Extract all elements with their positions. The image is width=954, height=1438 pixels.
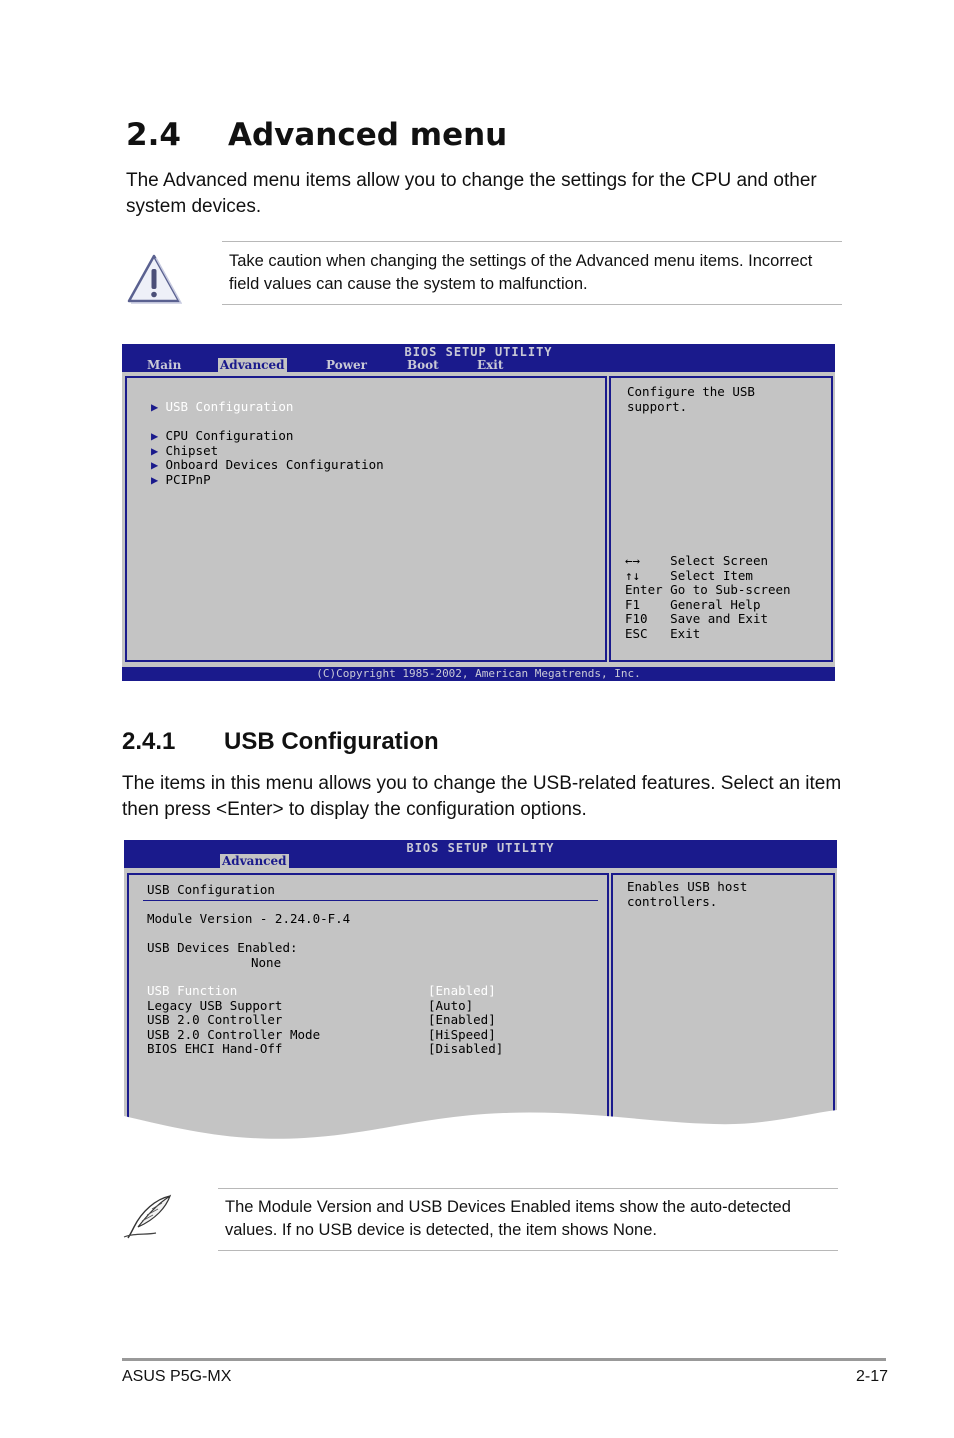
bios-menu-item-usb[interactable]: ▶ USB Configuration — [151, 399, 294, 414]
warning-icon — [126, 253, 182, 305]
torn-edge — [124, 1108, 837, 1145]
bios-title: BIOS SETUP UTILITY — [404, 345, 553, 359]
bios-key-row: F10 Save and Exit — [625, 611, 768, 626]
bios-footer-bar — [122, 667, 835, 681]
heading-divider — [143, 900, 598, 901]
submenu-arrow-icon: ▶ — [151, 400, 166, 414]
bios-help-line: controllers. — [627, 893, 718, 909]
bios-menu-bar — [122, 344, 835, 372]
bios-menu-item-chipset[interactable]: ▶ Chipset — [151, 442, 219, 458]
submenu-arrow-icon: ▶ — [151, 458, 166, 472]
setting-ehci-handoff[interactable]: BIOS EHCI Hand-Off — [147, 1041, 283, 1056]
submenu-arrow-icon: ▶ — [151, 429, 166, 443]
bios-key-row: F1 General Help — [625, 596, 761, 612]
footer-page-number: 2-17 — [855, 1368, 888, 1385]
bios-menu-item-pcipnp[interactable]: ▶ PCIPnP — [151, 471, 211, 487]
bios-key-row: ESC Exit — [625, 625, 701, 641]
setting-usb2-mode[interactable]: USB 2.0 Controller Mode — [147, 1026, 321, 1042]
submenu-arrow-icon: ▶ — [151, 472, 166, 487]
bios-advanced-screen — [122, 344, 835, 681]
footer-product: ASUS P5G-MX — [122, 1368, 232, 1385]
setting-usb2-mode-value[interactable]: [HiSpeed] — [428, 1026, 496, 1042]
bios-key-row: ↑↓ Select Item — [625, 567, 753, 583]
setting-usb2-controller[interactable]: USB 2.0 Controller — [147, 1012, 283, 1027]
bios-menu-item-onboard[interactable]: ▶ Onboard Devices Configuration — [151, 457, 384, 472]
caution-top-rule — [222, 241, 842, 242]
bios-tab-advanced[interactable]: Advanced — [222, 854, 287, 868]
usb-config-heading: USB Configuration — [147, 882, 275, 897]
bios-help-line: Enables USB host — [627, 879, 748, 894]
bios-key-row: ←→ Select Screen — [625, 553, 769, 568]
usb-devices-value: None — [251, 954, 282, 970]
setting-legacy-usb-value[interactable]: [Auto] — [428, 997, 474, 1013]
setting-usb2-controller-value[interactable]: [Enabled] — [428, 1012, 496, 1027]
usb-devices-label: USB Devices Enabled: — [147, 940, 298, 955]
bios-tab-main[interactable]: Main — [147, 358, 182, 372]
bios-menu-bar — [124, 840, 837, 868]
section-title: Advanced menu — [228, 117, 508, 153]
bios-usb-screen — [124, 840, 837, 1145]
bios-tab-advanced[interactable]: Advanced — [220, 358, 285, 372]
setting-ehci-handoff-value[interactable]: [Disabled] — [428, 1041, 504, 1056]
bios-tab-exit[interactable]: Exit — [477, 358, 504, 372]
section-number: 2.4 — [126, 117, 181, 153]
select-item-arrows-icon: ↑↓ — [625, 567, 641, 583]
bios-copyright: (C)Copyright 1985-2002, American Megatrends, Inc. — [316, 667, 641, 680]
bios-key-row: Enter Go to Sub-screen — [625, 582, 791, 597]
setting-usb-function[interactable]: USB Function — [147, 983, 238, 998]
bios-main-panel — [125, 376, 607, 662]
note-text: The Module Version and USB Devices Enabled items show the auto-detected values. If no USB device is detected, the item shows None. — [225, 1198, 791, 1239]
select-screen-arrows-icon: ←→ — [625, 553, 641, 568]
submenu-arrow-icon: ▶ — [151, 443, 166, 458]
note-top-rule — [218, 1188, 838, 1189]
module-version: Module Version - 2.24.0-F.4 — [147, 911, 351, 926]
subsection-intro: The items in this menu allows you to change the USB-related features. Select an item then press <Enter> to display the configuration options. — [122, 773, 842, 820]
bios-help-line: Configure the USB — [627, 384, 755, 399]
section-intro: The Advanced menu items allow you to change the settings for the CPU and other system devices. — [126, 170, 817, 217]
setting-usb-function-value[interactable]: [Enabled] — [428, 983, 496, 998]
setting-legacy-usb[interactable]: Legacy USB Support — [147, 997, 283, 1013]
bios-tab-boot[interactable]: Boot — [407, 358, 439, 372]
bios-menu-item-cpu[interactable]: ▶ CPU Configuration — [151, 428, 294, 443]
bios-main-panel — [127, 873, 609, 1145]
bios-help-panel — [609, 376, 833, 662]
bios-help-line: support. — [627, 398, 688, 414]
caution-bottom-rule — [222, 304, 842, 305]
caution-text: Take caution when changing the settings of the Advanced menu items. Incorrect field values can cause the system to malfunction. — [229, 252, 813, 293]
note-bottom-rule — [218, 1250, 838, 1251]
subsection-title: USB Configuration — [224, 728, 439, 755]
subsection-number: 2.4.1 — [122, 728, 176, 755]
bios-help-panel — [611, 873, 835, 1145]
feather-pen-icon — [122, 1193, 176, 1241]
footer-rule — [122, 1358, 886, 1361]
bios-title: BIOS SETUP UTILITY — [406, 841, 555, 855]
bios-tab-power[interactable]: Power — [326, 358, 367, 372]
